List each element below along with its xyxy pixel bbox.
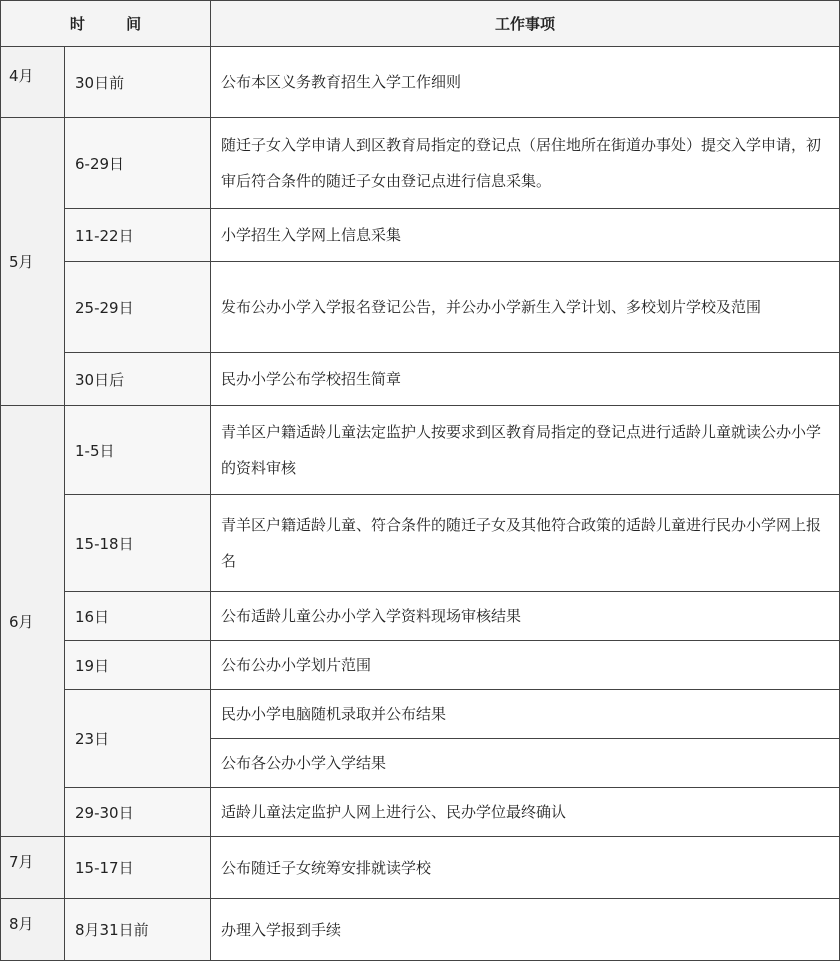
task-cell: 民办小学公布学校招生简章	[211, 353, 840, 406]
task-cell: 青羊区户籍适龄儿童法定监护人按要求到区教育局指定的登记点进行适龄儿童就读公办小学的资料审核	[211, 406, 840, 495]
task-cell: 公布本区义务教育招生入学工作细则	[211, 47, 840, 118]
task-cell: 公布随迁子女统筹安排就读学校	[211, 837, 840, 899]
date-cell: 29-30日	[65, 788, 211, 837]
date-cell: 15-18日	[65, 495, 211, 592]
table-row	[1, 899, 840, 961]
task-cell: 公布各公办小学入学结果	[211, 739, 840, 788]
table-row	[1, 592, 840, 641]
table-row	[1, 262, 840, 353]
date-cell: 16日	[65, 592, 211, 641]
table-header-row	[1, 1, 840, 47]
table-row	[1, 641, 840, 690]
table-row	[1, 209, 840, 262]
month-cell: 6月	[1, 406, 65, 837]
task-cell: 青羊区户籍适龄儿童、符合条件的随迁子女及其他符合政策的适龄儿童进行民办小学网上报名	[211, 495, 840, 592]
date-cell: 30日后	[65, 353, 211, 406]
month-cell: 7月	[1, 837, 65, 899]
task-cell: 随迁子女入学申请人到区教育局指定的登记点（居住地所在街道办事处）提交入学申请，初审后符合条件的随迁子女由登记点进行信息采集。	[211, 118, 840, 209]
table-row	[1, 353, 840, 406]
month-cell: 4月	[1, 47, 65, 118]
date-cell: 6-29日	[65, 118, 211, 209]
date-cell: 25-29日	[65, 262, 211, 353]
table-row	[1, 495, 840, 592]
month-cell: 8月	[1, 899, 65, 961]
task-cell: 发布公办小学入学报名登记公告，并公办小学新生入学计划、多校划片学校及范围	[211, 262, 840, 353]
month-cell: 5月	[1, 118, 65, 406]
date-cell: 1-5日	[65, 406, 211, 495]
date-cell: 23日	[65, 690, 211, 788]
task-cell: 公布适龄儿童公办小学入学资料现场审核结果	[211, 592, 840, 641]
task-cell: 公布公办小学划片范围	[211, 641, 840, 690]
date-cell: 30日前	[65, 47, 211, 118]
date-cell: 15-17日	[65, 837, 211, 899]
task-cell: 办理入学报到手续	[211, 899, 840, 961]
task-cell: 民办小学电脑随机录取并公布结果	[211, 690, 840, 739]
table-row	[1, 690, 840, 739]
date-cell: 8月31日前	[65, 899, 211, 961]
date-cell: 19日	[65, 641, 211, 690]
table-row	[1, 406, 840, 495]
table-row	[1, 837, 840, 899]
table-row	[1, 118, 840, 209]
date-cell: 11-22日	[65, 209, 211, 262]
table-row	[1, 47, 840, 118]
table-row	[1, 788, 840, 837]
time-column-header: 时 间	[1, 1, 211, 47]
task-cell: 小学招生入学网上信息采集	[211, 209, 840, 262]
work-column-header: 工作事项	[211, 1, 840, 47]
task-cell: 适龄儿童法定监护人网上进行公、民办学位最终确认	[211, 788, 840, 837]
